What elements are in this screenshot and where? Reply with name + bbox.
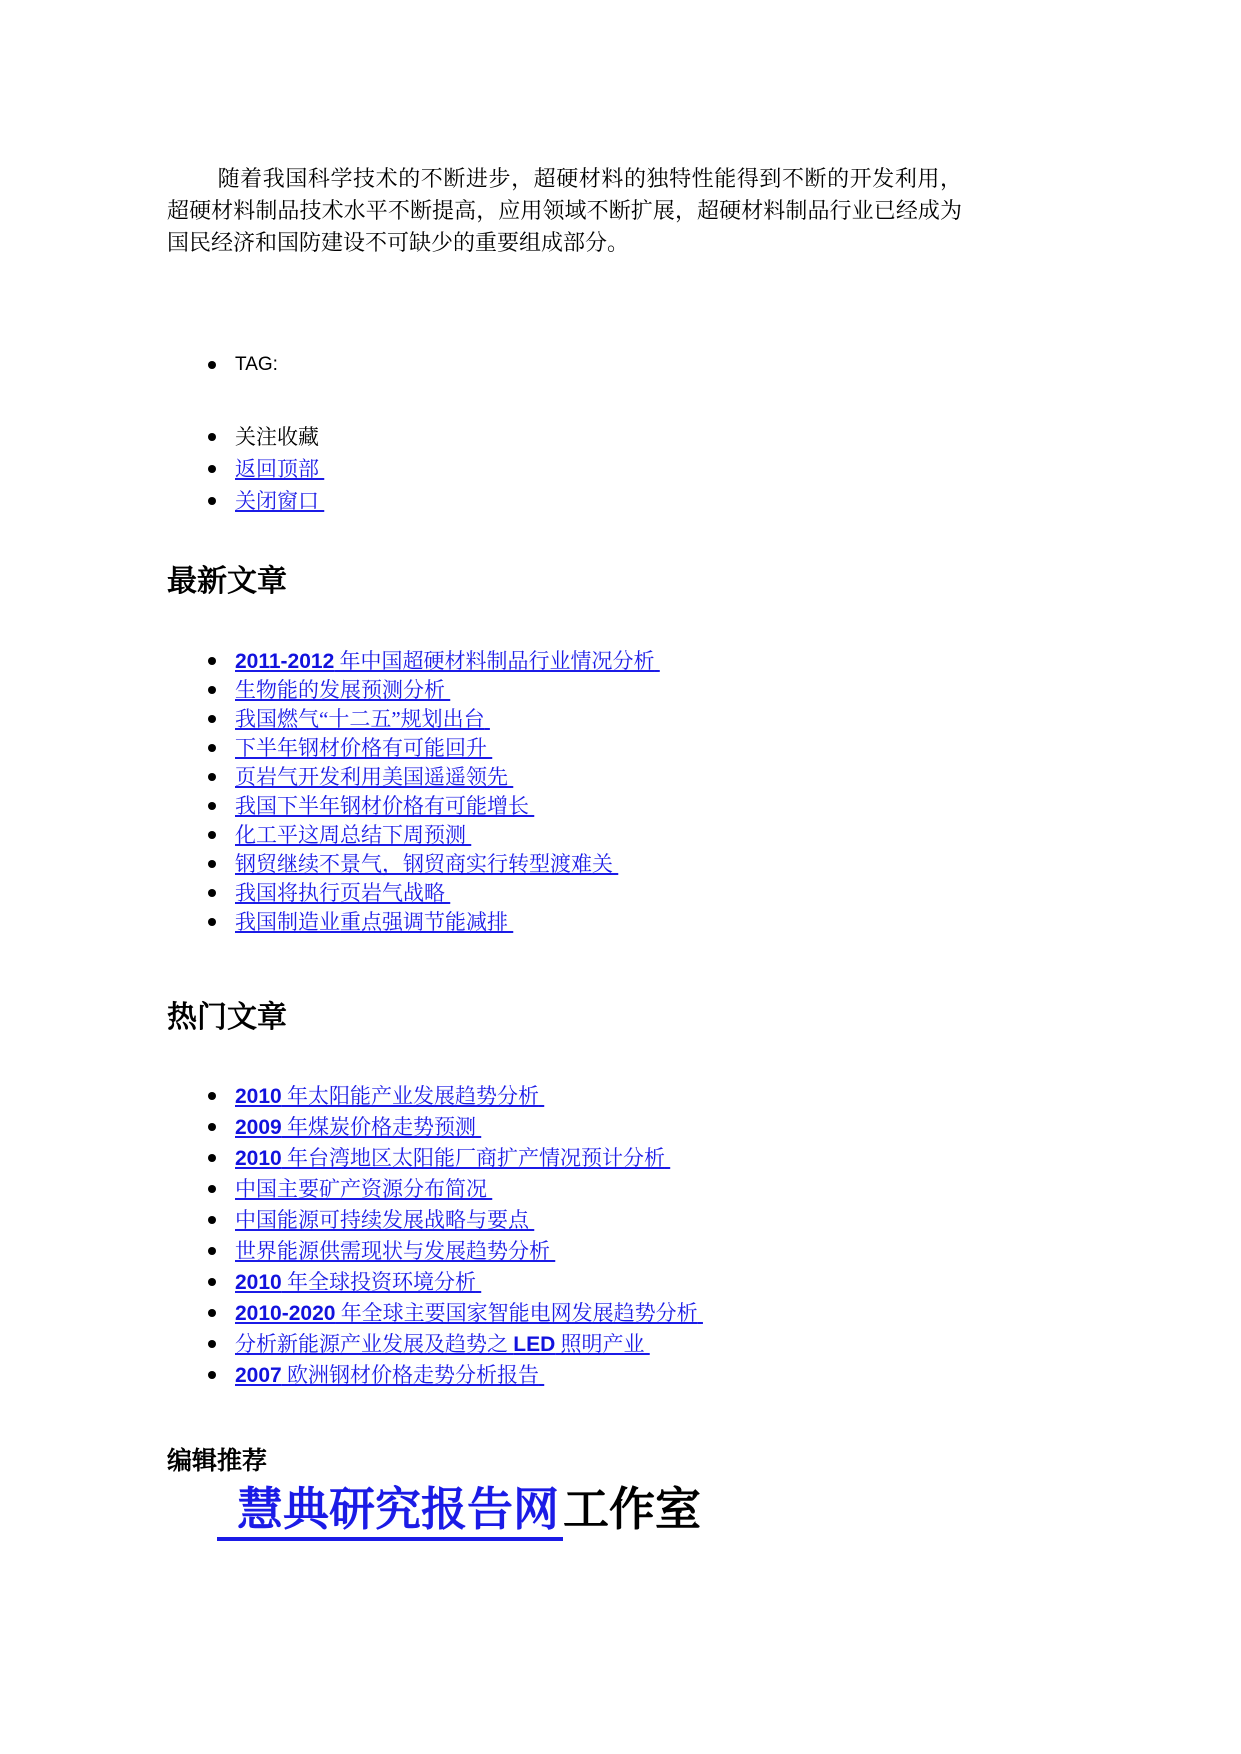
article-link[interactable]: 2010-2020 年全球主要国家智能电网发展趋势分析 xyxy=(235,1301,698,1325)
promo-site-link[interactable]: 慧典研究报告网 xyxy=(217,1484,563,1541)
article-list-item xyxy=(205,676,1071,705)
promo-line xyxy=(217,1481,1071,1539)
article-link[interactable]: 页岩气开发利用美国遥遥领先 xyxy=(235,765,508,789)
article-link[interactable]: 钢贸继续不景气，钢贸商实行转型渡难关 xyxy=(235,852,613,876)
article-link[interactable]: 我国燃气“十二五”规划出台 xyxy=(235,707,485,731)
article-link[interactable]: 2009 年煤炭价格走势预测 xyxy=(235,1115,476,1139)
meta-list-item xyxy=(205,421,1071,453)
article-list-item xyxy=(205,1329,1071,1360)
article-list-item xyxy=(205,705,1071,734)
article-list-item xyxy=(205,1205,1071,1236)
article-list-item xyxy=(205,1143,1071,1174)
article-list-item xyxy=(205,1236,1071,1267)
promo-suffix-text: 工作室 xyxy=(563,1484,701,1535)
editor-recommend-heading: 编辑推荐 xyxy=(167,1448,268,1475)
meta-action-text: 关注收藏 xyxy=(235,425,319,449)
article-link[interactable]: 我国制造业重点强调节能减排 xyxy=(235,910,508,934)
article-list-item xyxy=(205,734,1071,763)
meta-action-link[interactable]: 返回顶部 xyxy=(235,457,319,481)
meta-action-link[interactable]: 关闭窗口 xyxy=(235,489,319,513)
article-link[interactable]: 中国主要矿产资源分布简况 xyxy=(235,1177,487,1201)
article-link[interactable]: 2010 年全球投资环境分析 xyxy=(235,1270,476,1294)
tag-label: TAG: xyxy=(205,352,1071,378)
article-link[interactable]: 我国下半年钢材价格有可能增长 xyxy=(235,794,529,818)
article-link[interactable]: 中国能源可持续发展战略与要点 xyxy=(235,1208,529,1232)
article-list-item xyxy=(205,1298,1071,1329)
article-list-item xyxy=(205,821,1071,850)
latest-article-list xyxy=(205,647,1071,937)
hot-article-list xyxy=(205,1081,1071,1391)
article-list-item xyxy=(205,792,1071,821)
article-link[interactable]: 生物能的发展预测分析 xyxy=(235,678,445,702)
article-link[interactable]: 化工平这周总结下周预测 xyxy=(235,823,466,847)
article-list-item xyxy=(205,763,1071,792)
meta-list-item xyxy=(205,485,1071,517)
article-list-item xyxy=(205,850,1071,879)
article-link[interactable]: 2010 年太阳能产业发展趋势分析 xyxy=(235,1084,539,1108)
intro-paragraph: 随着我国科学技术的不断进步，超硬材料的独特性能得到不断的开发利用，超硬材料制品技术水平不断提高，应用领域不断扩展，超硬材料制品行业已经成为国民经济和国防建设不可缺少的重要组成部分。 xyxy=(167,166,962,255)
article-link[interactable]: 2010 年台湾地区太阳能厂商扩产情况预计分析 xyxy=(235,1146,665,1170)
hot-articles-heading: 热门文章 xyxy=(167,1001,287,1034)
article-list-item xyxy=(205,908,1071,937)
article-link[interactable]: 2011-2012 年中国超硬材料制品行业情况分析 xyxy=(235,649,655,673)
article-link[interactable]: 分析新能源产业发展及趋势之 LED 照明产业 xyxy=(235,1332,645,1356)
article-list-item xyxy=(205,1360,1071,1391)
article-list-item xyxy=(205,647,1071,676)
meta-action-list xyxy=(205,421,1071,517)
article-list-item xyxy=(205,1081,1071,1112)
latest-articles-heading: 最新文章 xyxy=(167,565,287,598)
tag-list xyxy=(205,352,1071,378)
meta-list-item xyxy=(205,453,1071,485)
article-link[interactable]: 世界能源供需现状与发展趋势分析 xyxy=(235,1239,550,1263)
article-link[interactable]: 下半年钢材价格有可能回升 xyxy=(235,736,487,760)
article-list-item xyxy=(205,1174,1071,1205)
article-list-item xyxy=(205,1267,1071,1298)
article-link[interactable]: 2007 欧洲钢材价格走势分析报告 xyxy=(235,1363,539,1387)
article-list-item xyxy=(205,1112,1071,1143)
article-link[interactable]: 我国将执行页岩气战略 xyxy=(235,881,445,905)
article-list-item xyxy=(205,879,1071,908)
